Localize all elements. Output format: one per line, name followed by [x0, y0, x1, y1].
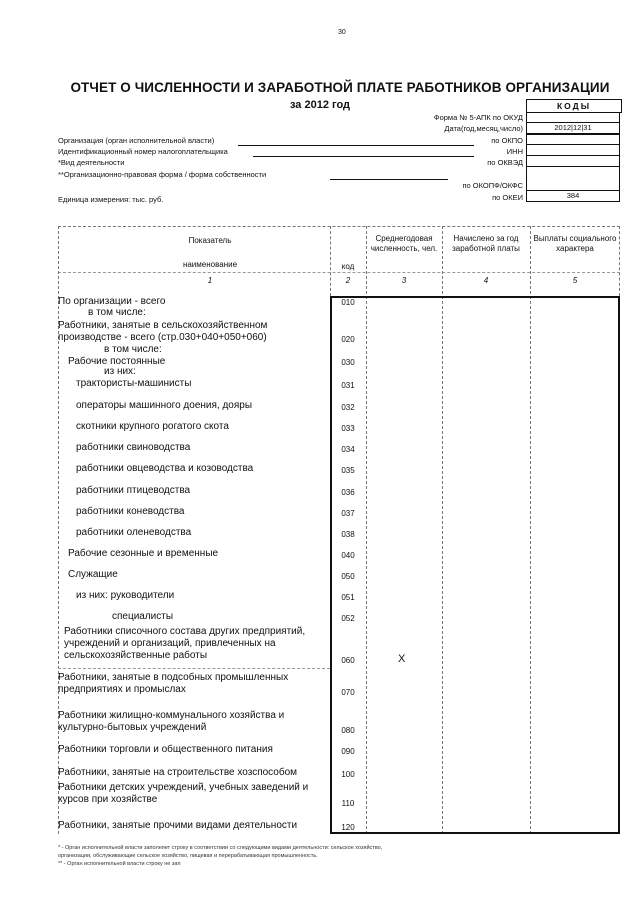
report-title: ОТЧЕТ О ЧИСЛЕННОСТИ И ЗАРАБОТНОЙ ПЛАТЕ РАБОТНИКОВ ОРГАНИЗАЦИИ	[70, 80, 610, 95]
wages-header: Начислено за год заработной платы	[452, 234, 520, 253]
row-040-code: 040	[341, 551, 355, 560]
row-050-code: 050	[341, 572, 355, 581]
page-number: 30	[338, 29, 346, 36]
footnote-1-cont: организации, обслуживающие сельское хозяйство, пищевая и перерабатывающая промышленность.	[58, 853, 318, 859]
okud-code-cell	[526, 112, 620, 123]
row-070-code: 070	[341, 688, 355, 697]
indicator-header: Показатель	[188, 236, 232, 245]
row-100-code: 100	[341, 770, 355, 779]
row-050-label: Служащие	[68, 569, 118, 580]
data-entry-area[interactable]	[330, 296, 620, 834]
row-090-label: Работники торговли и общественного питания	[58, 744, 273, 755]
row-020-label: Работники, занятые в сельскохозяйственном производстве - всего (стр.030+040+050+060)	[58, 320, 268, 343]
activity-field-label: *Вид деятельности	[58, 158, 125, 167]
okei-value: 384	[566, 191, 580, 200]
date-value: 2012|12|31	[554, 123, 592, 132]
header-top-line	[58, 226, 620, 227]
row-031-label: трактористы-машинисты	[76, 378, 192, 389]
row-110-label: Работники детских учреждений, учебных заведений и курсов при хозяйстве	[58, 782, 309, 805]
row-035-label: работники овцеводства и козоводства	[76, 463, 254, 474]
row-120-code: 120	[341, 823, 355, 832]
code-col-divider-top	[330, 226, 331, 296]
row-060-col3-x-mark: X	[398, 653, 406, 665]
col5-number: 5	[572, 276, 578, 285]
col4-number: 4	[483, 276, 489, 285]
inn-field-line[interactable]	[253, 156, 474, 157]
row-052-label: специалисты	[112, 611, 174, 622]
row-051-code: 051	[341, 593, 355, 602]
inn-label: ИНН	[506, 147, 523, 156]
row-100-label: Работники, занятые на строительстве хозспособом	[58, 767, 298, 778]
row-031-code: 031	[341, 381, 355, 390]
row-037-label: работники коневодства	[76, 506, 185, 517]
okpo-code-cell	[526, 134, 620, 145]
okei-code-cell	[526, 191, 620, 202]
unit-of-measure: Единица измерения: тыс. руб.	[58, 195, 164, 204]
row-090-code: 090	[341, 747, 355, 756]
row-020-code: 020	[341, 335, 355, 344]
row-110-code: 110	[341, 799, 355, 808]
row-038-label: работники оленеводства	[76, 527, 192, 538]
row-030-label: Рабочие постоянные	[68, 356, 166, 367]
organization-field-line[interactable]	[238, 145, 474, 146]
table-left-border	[58, 226, 59, 834]
row-052-code: 052	[341, 614, 355, 623]
social-payments-header: Выплаты социального характера	[533, 234, 617, 253]
footnote-1: * - Орган исполнительной власти заполняет строку в соответствии со следующими видами деятельности: сельское хозяйство,	[58, 845, 383, 851]
inn-field-label: Идентификационный номер налогоплательщика	[58, 147, 228, 156]
name-col-number: 1	[207, 276, 213, 285]
row-032-code: 032	[341, 403, 355, 412]
row-030-code: 030	[341, 358, 355, 367]
row-036-code: 036	[341, 488, 355, 497]
footnote-2: ** - Орган исполнительной власти строку не зап	[58, 861, 181, 867]
row-070-label: Работники, занятые в подсобных промышленных предприятиях и промыслах	[58, 672, 289, 695]
row-030-sub: из них:	[104, 366, 136, 377]
okopf-label: по ОКОПФ/ОКФС	[462, 181, 523, 190]
header-mid-line	[58, 272, 620, 273]
code-header: код	[341, 262, 355, 271]
row-033-label: скотники крупного рогатого скота	[76, 421, 229, 432]
okved-label: по ОКВЭД	[487, 158, 523, 167]
table-right-border-top	[619, 226, 620, 296]
okud-label: Форма № 5-АПК по ОКУД	[433, 113, 523, 122]
date-label: Дата(год,месяц,число)	[444, 124, 523, 133]
inn-code-cell	[526, 145, 620, 156]
okopf-code-cell	[526, 167, 620, 191]
legal-form-field-label: **Организационно-правовая форма / форма собственности	[58, 170, 267, 179]
row-040-label: Рабочие сезонные и временные	[68, 548, 219, 559]
row-060-code: 060	[341, 656, 355, 665]
row-038-code: 038	[341, 530, 355, 539]
row-032-label: операторы машинного доения, дояры	[76, 400, 253, 411]
row-080-code: 080	[341, 726, 355, 735]
name-header: наименование	[182, 260, 238, 269]
row-034-label: работники свиноводства	[76, 442, 191, 453]
row-020-sub: в том числе:	[104, 344, 162, 355]
row-010-code: 010	[341, 298, 355, 307]
row-051-label: из них: руководители	[76, 590, 175, 601]
row-037-code: 037	[341, 509, 355, 518]
row-080-label: Работники жилищно-коммунального хозяйства и культурно-бытовых учреждений	[58, 710, 285, 733]
okved-code-cell	[526, 156, 620, 167]
date-code-cell	[526, 123, 620, 134]
col3-number: 3	[401, 276, 407, 285]
row-036-label: работники птицеводства	[76, 485, 191, 496]
okpo-label: по ОКПО	[491, 136, 523, 145]
legal-form-field-line[interactable]	[330, 179, 448, 180]
organization-field-label: Организация (орган исполнительной власти)	[58, 136, 215, 145]
row-034-code: 034	[341, 445, 355, 454]
okei-label: по ОКЕИ	[492, 193, 523, 202]
avg-headcount-header: Среднегодовая численность, чел.	[370, 234, 438, 253]
report-period: за 2012 год	[289, 99, 351, 111]
row-060-label: Работники списочного состава других предприятий, учреждений и организаций, привлеченных на сельскохозяйственные работы	[64, 626, 306, 661]
code-col-number: 2	[345, 276, 351, 285]
codes-header: КОДЫ	[526, 99, 622, 113]
row-035-code: 035	[341, 466, 355, 475]
row-120-label: Работники, занятые прочими видами деятельности	[58, 820, 298, 831]
row-010-label: По организации - всего	[58, 296, 166, 307]
row-010-sub: в том числе:	[88, 307, 146, 318]
row-divider	[58, 668, 330, 669]
row-033-code: 033	[341, 424, 355, 433]
